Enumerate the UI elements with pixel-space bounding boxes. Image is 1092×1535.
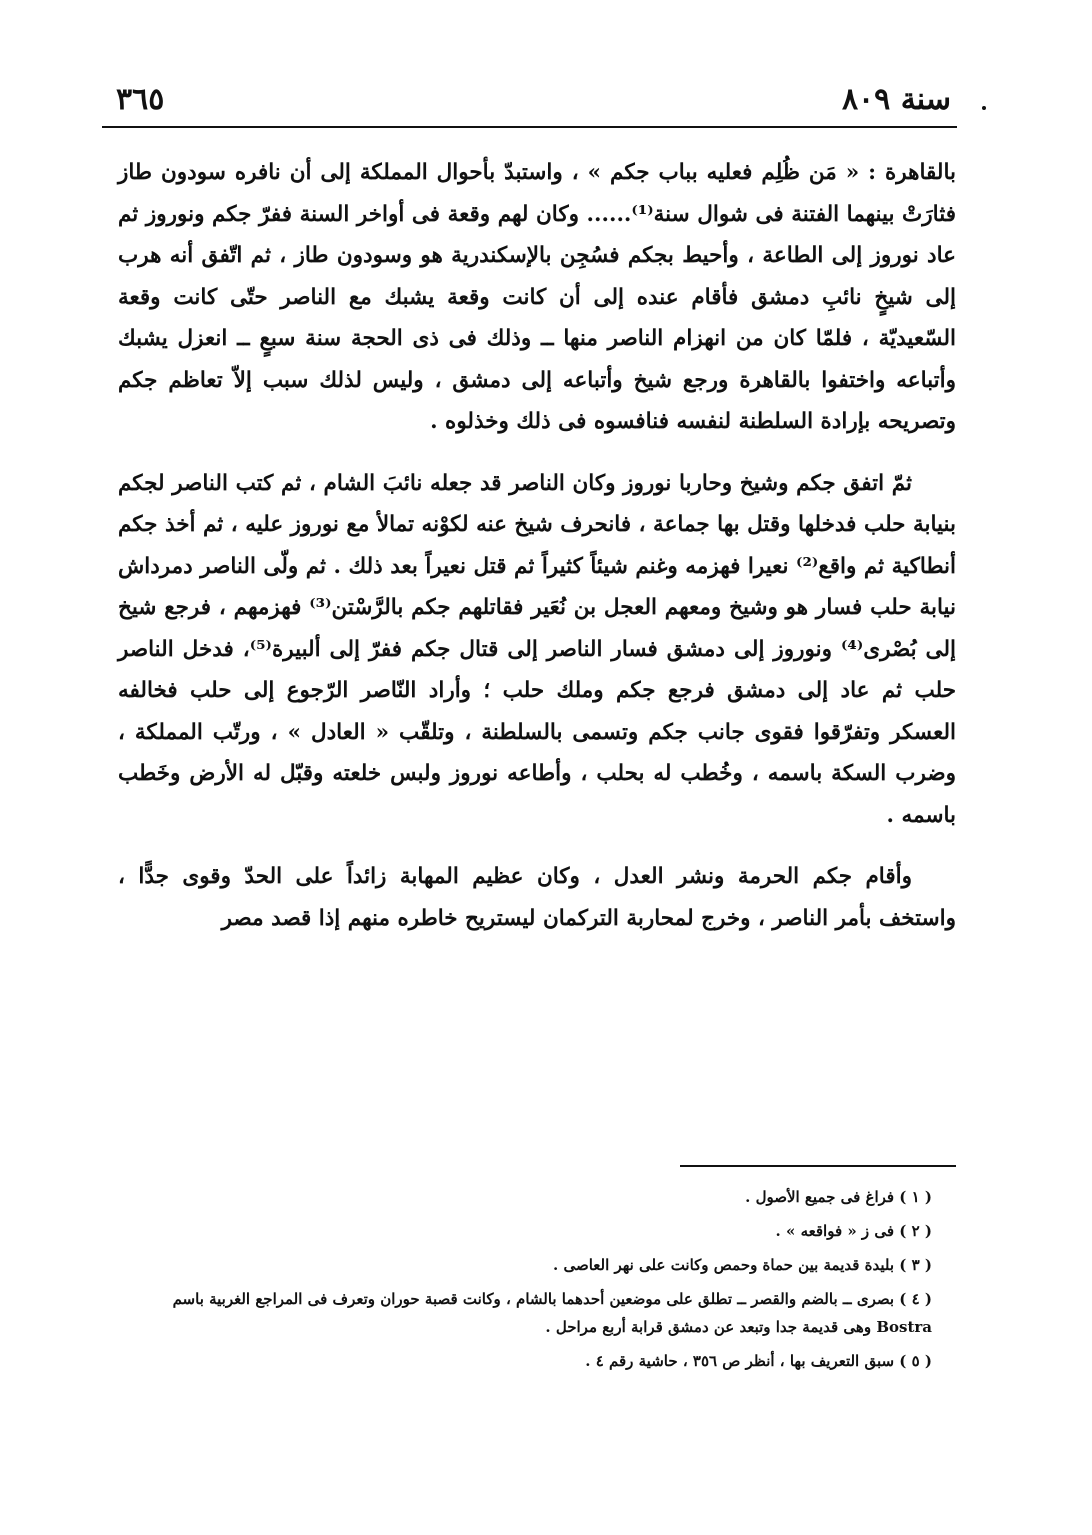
- footnote-5: ( ٥ ) سبق التعريف بها ، أنظر ص ٣٥٦ ، حاشية رقم ٤ .: [585, 1352, 932, 1370]
- main-text: [118, 152, 956, 959]
- footnotes: [118, 1183, 956, 1381]
- footnote-4: ( ٤ ) بصرى ــ بالضم والقصر ــ تطلق على موضعين أحدهما بالشام ، وكانت قصبة حوران وتعرف فى المراجع الغربية باسم Bostra وهى قديمة جدا وتبعد عن دمشق قرابة أربع مراحل .: [172, 1290, 932, 1336]
- footnote-3: ( ٣ ) بليدة قديمة بين حماة وحمص وكانت على نهر العاصى .: [553, 1256, 932, 1274]
- margin-dot: [982, 106, 986, 110]
- header-year: سنة ٨٠٩: [841, 82, 951, 117]
- paragraph-1: بالقاهرة : « مَن ظُلِم فعليه بباب جكم » ، واستبدّ بأحوال المملكة إلى أن نافره سودون طاز فثارَتْ بينهما الفتنة فى شوال سنة⁽¹⁾...... وكان لهم وقعة فى أواخر السنة ففرّ جكم ونوروز ثم عاد نوروز إلى الطاعة ، وأحيط بجكم فسُجِن بالإسكندرية هو وسودون طاز ، ثم اتّفق أنه هرب إلى شيخٍ نائبِ دمشق فأقام عنده إلى أن كانت وقعة يشبك مع الناصر حتّى كانت وقعة السّعيديّة ، فلمّا كان من انهزام الناصر منها ــ وذلك فى ذى الحجة سنة سبعٍ ــ انعزل يشبك وأتباعه واختفوا بالقاهرة ورجع شيخ وأتباعه إلى دمشق ، وليس لذلك سبب إلاّ تعاظم جكم وتصريحه بإرادة السلطنة لنفسه فنافسوه فى ذلك وخذلوه .: [118, 160, 956, 434]
- paragraph-2: ثمّ اتفق جكم وشيخ وحاربا نوروز وكان الناصر قد جعله نائبَ الشام ، ثم كتب الناصر لجكم بنيابة حلب فدخلها وقتل بها جماعة ، فانحرف شيخ عنه لكوْنه تمالأ مع نوروز عليه ، ثم أخذ جكم أنطاكية ثم واقع⁽²⁾ نعيرا فهزمه وغنم شيئاً كثيراً ثم قتل نعيراً بعد ذلك . ثم ولّى الناصر دمرداش نيابة حلب فسار هو وشيخ ومعهم العجل بن نُعَير فقاتلهم جكم بالرَّسْتن⁽³⁾ فهزمهم ، فرجع شيخ إلى بُصْرى⁽⁴⁾ ونوروز إلى دمشق فسار الناصر إلى قتال جكم ففرّ إلى ألبيرة⁽⁵⁾، فدخل الناصر حلب ثم عاد إلى دمشق فرجع جكم وملك حلب ؛ وأراد النّاصر الرّجوع إلى حلب فخالفه العسكر وتفرّقوا فقوى جانب جكم وتسمى بالسلطنة ، وتلقّب « العادل » ، ورتّب المملكة ، وضرب السكة باسمه ، وخُطب له بحلب ، وأطاعه نوروز ولبس خلعته وقبّل له الأرض وخَطب باسمه .: [118, 470, 957, 828]
- footnote-2: ( ٢ ) فى ز « فواقعه » .: [775, 1222, 932, 1240]
- paragraph-3: وأقام جكم الحرمة ونشر العدل ، وكان عظيم المهابة زائداً على الحدّ وقوى جدًّا ، واستخف بأمر الناصر ، وخرج لمحاربة التركمان ليستريح خاطره منهم إذا قصد مصر: [118, 864, 956, 931]
- page-number: ٣٦٥: [116, 82, 165, 117]
- footnote-divider: [680, 1165, 956, 1167]
- running-header: [102, 78, 957, 128]
- footnote-1: ( ١ ) فراغ فى جميع الأصول .: [745, 1188, 932, 1206]
